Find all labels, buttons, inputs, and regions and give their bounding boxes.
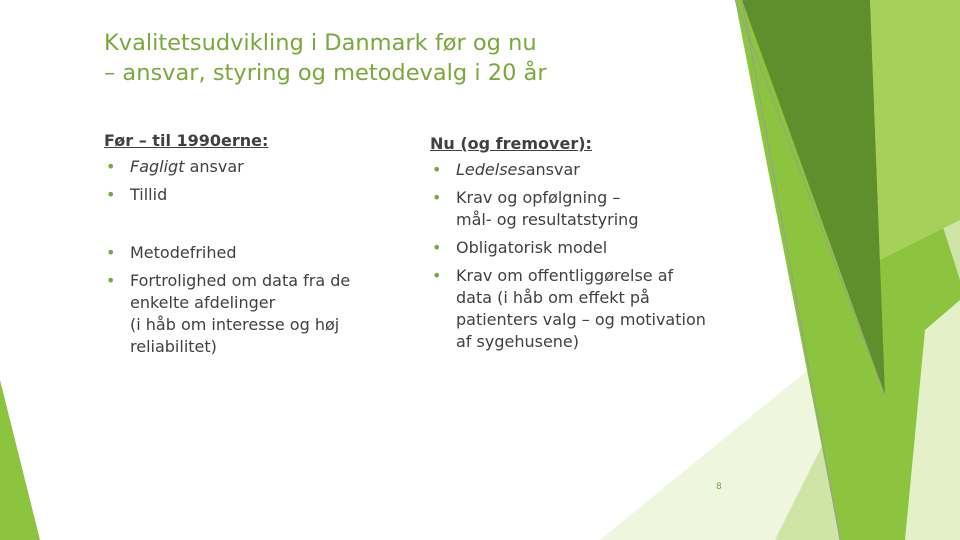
left-item-1-emphasis: Fagligt (130, 157, 185, 176)
bullet: • (432, 160, 442, 179)
right-item-4-line-1: Krav om offentliggørelse af (456, 266, 674, 285)
bullet: • (106, 243, 116, 262)
bullet: • (432, 266, 442, 285)
left-item-4-line-4: reliabilitet) (130, 337, 217, 356)
title-line-1: Kvalitetsudvikling i Danmark før og nu (104, 30, 537, 56)
left-item-2-text: Tillid (130, 185, 168, 204)
right-item-1-rest: ansvar (525, 160, 580, 179)
right-item-1-emphasis: Ledelses (456, 160, 526, 179)
right-item-1 (430, 159, 740, 181)
right-item-2-line-2: mål- og resultatstyring (456, 210, 639, 229)
right-item-4-line-4: af sygehusene) (456, 332, 580, 351)
left-item-4-line-1: Fortrolighed om data fra de (130, 271, 351, 290)
right-heading: Nu (og fremover): (430, 134, 592, 153)
left-heading: Før – til 1990erne: (104, 131, 269, 150)
left-item-4 (104, 270, 404, 358)
bullet: • (106, 157, 116, 176)
bullet: • (106, 185, 116, 204)
slide-title (104, 28, 704, 88)
right-item-2-line-1: Krav og opfølgning – (456, 188, 621, 207)
right-list (430, 159, 740, 353)
left-item-4-line-3: (i håb om interesse og høj (130, 315, 340, 334)
left-item-1-rest: ansvar (184, 157, 244, 176)
left-list-continued (104, 242, 404, 358)
right-item-2 (430, 187, 740, 231)
right-item-3-text: Obligatorisk model (456, 238, 608, 257)
bullet: • (106, 271, 116, 290)
left-list (104, 156, 404, 206)
bullet: • (432, 188, 442, 207)
right-item-4-line-3: patienters valg – og motivation (456, 310, 706, 329)
left-item-4-line-2: enkelte afdelinger (130, 293, 276, 312)
right-item-3 (430, 237, 740, 259)
right-item-4-line-2: data (i håb om effekt på (456, 288, 650, 307)
bg-triangle-left (0, 380, 40, 540)
bg-pane-mid (870, 0, 960, 260)
title-line-2: – ansvar, styring og metodevalg i 20 år (104, 60, 547, 86)
left-item-2 (104, 184, 404, 206)
left-item-3-text: Metodefrihed (130, 243, 237, 262)
left-item-3 (104, 242, 404, 264)
left-column (104, 130, 404, 364)
bullet: • (432, 238, 442, 257)
page-number: 8 (716, 482, 722, 492)
left-item-1 (104, 156, 404, 178)
right-column (430, 133, 740, 359)
right-item-4 (430, 265, 740, 353)
